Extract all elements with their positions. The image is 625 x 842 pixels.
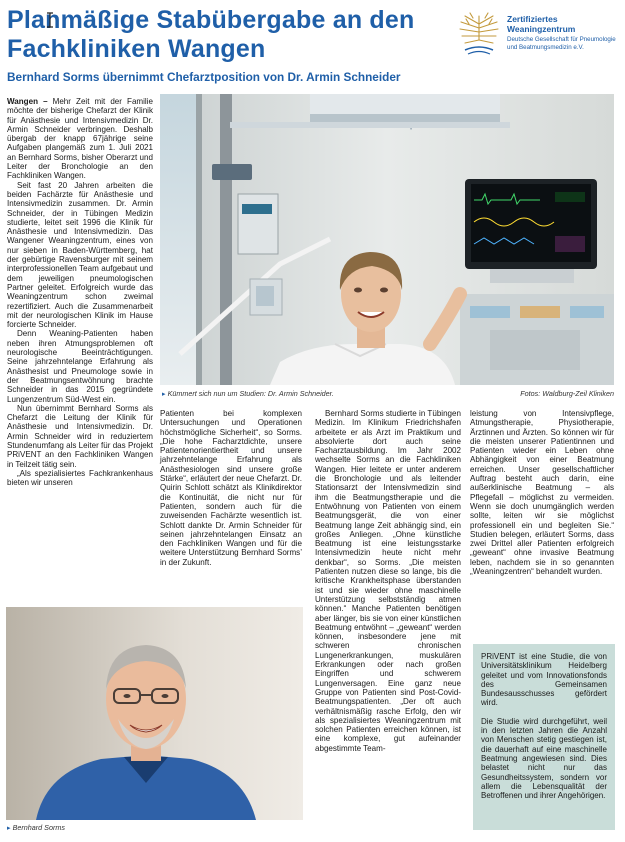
weaning-center-logo: [455, 10, 620, 60]
photo-credit: Fotos: Waldburg-Zeil Kliniken: [520, 389, 614, 398]
article-subtitle: Bernhard Sorms übernimmt Chefarztposition von Dr. Armin Schneider: [7, 70, 401, 84]
text-cursor-icon: [45, 12, 55, 28]
article-title: Planmäßige Stabübergabe an den Fachkliniken Wangen: [7, 6, 415, 63]
article-column-2: [160, 409, 302, 567]
paragraph: Seit fast 20 Jahren arbeiten die beiden Fachärzte für Anästhesie und Intensivmedizin zusammen. Dr. Armin Schneider, der in Tübingen Medizin studierte, leitet seit 1996 die Klinik für Anästhesie und Intensivmedizin. Das Wangener Weaningzentrum, eines von nur sieben in Baden-Württemberg, hat der gebürtige Ravensburger mit seinem interprofessionellen Team aufgebaut und dem jeweiligen pneumologischen Partner geleitet. Erfolgreich wurde das Weaningzentrum schon zweimal rezertifiziert. Auch die Zusammenarbeit mit der neurologischen Klinik im Hause forcierte Schneider.: [7, 180, 153, 330]
paragraph: leistung von Intensivpflege, Atmungstherapie, Physiotherapie, Ärztinnen und Ärzten. So können wir für die meisten unserer Patientinnen und Patienten wieder ein Leben ohne Abhängigkeit von einer Beatmung erreichen. Unser gesellschaftlicher Auftrag besteht auch darin, eine außerklinische Beatmung – als Pflegefall – möglichst zu vermeiden. Wenn sie doch unumgänglich werden sollte, leiten wir sie möglichst professionell ein und begleiten Sie.“ Studien belegen, erläutert Sorms, dass zwei Drittel aller Patienten erfolgreich „geweant“ ohne invasive Beatmung leben, nachdem sie in so genannten „Weaningzentren“ behandelt wurden.: [470, 409, 614, 577]
article-column-3: [315, 409, 461, 753]
info-paragraph: Die Studie wird durchgeführt, weil in den letzten Jahren die Anzahl von Menschen stetig gestiegen ist, die dauerhaft auf eine maschinelle Beatmung angewiesen sind. Dies belastet nicht nur das Gesundheitssystem, sondern vor allem die Lebensqualität der Betroffenen und ihrer Angehörigen.: [481, 716, 607, 801]
caption-arrow-icon: ▸: [162, 389, 166, 398]
paragraph: Denn Weaning-Patienten haben neben ihren Atmungsproblemen oft neurologische Beeinträchtigungen. Seine jahrzehntelange Erfahrung als Anästhesist und Pneumologe sowie in der Beatmungsentwöhnung brachte Schneider in das 2015 gegründete Lungenzentrum Süd-West ein.: [7, 329, 153, 404]
photo-main-caption: ▸ Kümmert sich nun um Studien: Dr. Armin Schneider.: [162, 389, 334, 398]
photo-dr-schneider: [160, 94, 614, 385]
logo-subtitle: Deutsche Gesellschaft für Pneumologie und Beatmungsmedizin e.V.: [507, 36, 616, 51]
paragraph: Patienten bei komplexen Untersuchungen und Operationen höchstmögliche Sicherheit“, so Sorms. „Die hohe Facharztdichte, unsere Patientenorientiertheit und unsere jahrzehntelange Erfahrung als Anästhesiologen sind unsere große Stärke“, erläutert der neue Chefarzt. Dr. Quirin Schlott schätzt als Klinikdirektor die Kontinuität, die nicht nur für Patienten, sondern auch für die zuweisenden Fachärzte wesentlich ist. Schlott dankte Dr. Armin Schneider für seinen jahrzehntelangen Einsatz an den Fachkliniken Wangen und für die weitere Unterstützung Bernhard Sorms’ in der Zukunft.: [160, 409, 302, 567]
privent-info-box: [473, 644, 615, 830]
photo-portrait-caption: ▸ Bernhard Sorms: [7, 823, 65, 832]
logo-title: Zertifiziertes Weaningzentrum: [507, 14, 576, 34]
photo-bernhard-sorms: [6, 607, 303, 820]
paragraph: Bernhard Sorms studierte in Tübingen Medizin. Im Klinikum Friedrichshafen arbeitete er als Arzt im Praktikum und absolvierte dort auch seine Facharztausbildung. Im Jahr 2002 wechselte Sorms an die Fachkliniken Wangen. Hier leitete er unter anderem die Bronchologie und als leitender Stationsarzt der Intensivmedizin sind ihm die Beatmungstherapie und die Entwöhnung von Patienten von einem Beatmungsgerät, die von einer Beatmung lange Zeit abhängig sind, ein großes Anliegen. „Ohne künstliche Beatmung ist eine leistungsstarke Intensivmedizin heute nicht mehr denkbar“, so Sorms. „Die meisten Patienten nutzen diese so lange, bis die kritische Krankheitsphase überstanden ist und sie wieder ohne maschinelle Unterstützung selbstständig atmen können.“ Manche Patienten benötigen aber länger, bis sie von einer künstlichen Beatmung entwöhnt – „geweant“ werden können, insbesondere jene mit schweren chronischen Lungenerkrankungen, muskulären Erkrankungen oder nach großen Eingriffen und schwerem Lungenversagen. Eine ganz neue Gruppe von Patienten sind Post-Covid-Beatmungspatienten. „Der oft auch verhältnismäßig rasche Erfolg, den wir als spezialisiertes Weaningzentrum mit solchen Patienten erreichen können, ist eine komplexe, gut aufeinander abgestimmte Team-: [315, 409, 461, 753]
bronchial-tree-icon: [455, 10, 503, 58]
portrait-illustration: [6, 607, 303, 820]
paragraph: Nun übernimmt Bernhard Sorms als Chefarzt die Leitung der Klinik für Anästhesie und Intensivmedizin. Dr. Armin Schneider wird in reduziertem Stundenumfang als Leiter für das Projekt PRiVENT an den Fachkliniken Wangen in Teilzeit tätig sein.: [7, 403, 153, 469]
icu-room-illustration: [160, 94, 614, 385]
article-column-4: [470, 409, 614, 576]
paragraph: „Als spezialisiertes Fachkrankenhaus bieten wir unseren: [7, 468, 153, 488]
article-column-1: [7, 97, 153, 487]
paragraph: Wangen – Mehr Zeit mit der Familie möchte der bisherige Chefarzt der Klinik für Anästhesie und Intensivmedizin Dr. Armin Schneider verbringen. Deshalb übergab der knapp 67jährige seine Aufgaben plangemäß zum 1. Juli 2021 an Bernhard Sorms, bisher Oberarzt und Leiter der Bronchologie an den Fachkliniken Wangen.: [7, 97, 153, 181]
info-paragraph: PRiVENT ist eine Studie, die von Universitätsklinikum Heidelberg geleitet und vom Innovationsfonds des Gemeinsamen Bundesausschusses gefördert wird.: [481, 652, 607, 708]
caption-arrow-icon: ▸: [7, 823, 11, 832]
